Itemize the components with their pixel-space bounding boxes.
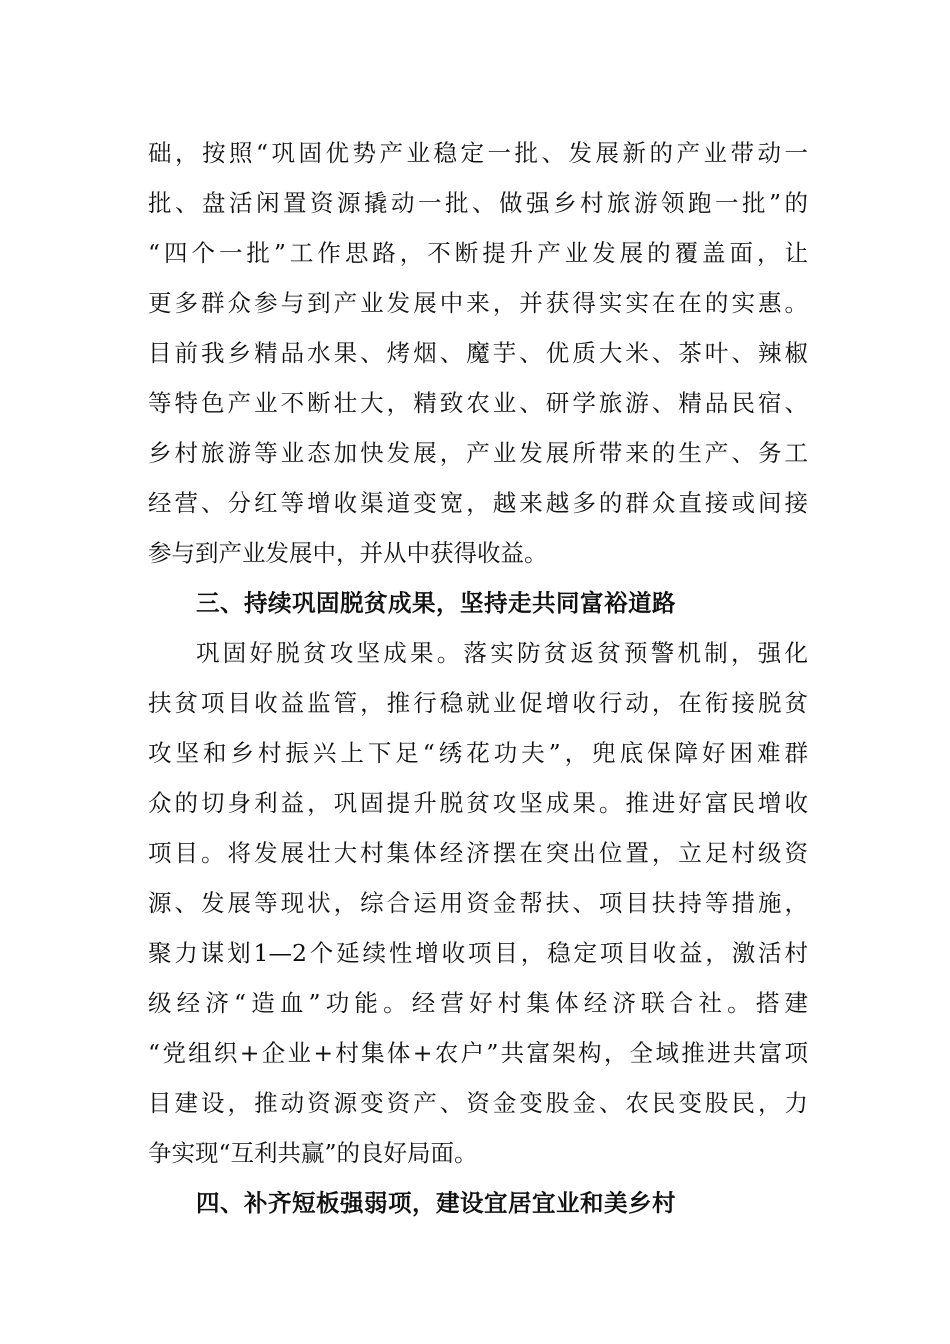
text-line: 础，按照“巩固优势产业稳定一批、发展新的产业带动一 <box>148 139 808 167</box>
section-heading-3: 三、持续巩固脱贫成果，坚持走共同富裕道路 <box>196 589 676 617</box>
text-line: 经营、分红等增收渠道变宽，越来越多的群众直接或间接 <box>148 489 808 517</box>
section-heading-4: 四、补齐短板强弱项，建设宜居宜业和美乡村 <box>196 1189 676 1217</box>
text-line: 攻坚和乡村振兴上下足“绣花功夫”，兜底保障好困难群 <box>148 739 808 767</box>
text-line: 级经济“造血”功能。经营好村集体经济联合社。搭建 <box>148 989 808 1017</box>
text-line: 批、盘活闲置资源撬动一批、做强乡村旅游领跑一批”的 <box>148 189 808 217</box>
text-line: 源、发展等现状，综合运用资金帮扶、项目扶持等措施， <box>148 889 808 917</box>
text-line: 参与到产业发展中，并从中获得收益。 <box>148 539 548 567</box>
text-line: 众的切身利益，巩固提升脱贫攻坚成果。推进好富民增收 <box>148 789 808 817</box>
text-line: “党组织+企业+村集体+农户”共富架构，全域推进共富项 <box>148 1039 808 1067</box>
text-line: 巩固好脱贫攻坚成果。落实防贫返贫预警机制，强化 <box>196 639 808 667</box>
text-line: 等特色产业不断壮大，精致农业、研学旅游、精品民宿、 <box>148 389 808 417</box>
text-line: 项目。将发展壮大村集体经济摆在突出位置，立足村级资 <box>148 839 808 867</box>
text-line: 扶贫项目收益监管，推行稳就业促增收行动，在衔接脱贫 <box>148 689 808 717</box>
text-line: 争实现“互利共赢”的良好局面。 <box>148 1139 478 1167</box>
text-line: 更多群众参与到产业发展中来，并获得实实在在的实惠。 <box>148 289 808 317</box>
text-line: 聚力谋划1—2个延续性增收项目，稳定项目收益，激活村 <box>148 939 808 967</box>
text-line: 目建设，推动资源变资产、资金变股金、农民变股民，力 <box>148 1089 808 1117</box>
text-line: 乡村旅游等业态加快发展，产业发展所带来的生产、务工 <box>148 439 808 467</box>
text-line: “四个一批”工作思路，不断提升产业发展的覆盖面，让 <box>148 239 808 267</box>
text-line: 目前我乡精品水果、烤烟、魔芋、优质大米、茶叶、辣椒 <box>148 339 808 367</box>
